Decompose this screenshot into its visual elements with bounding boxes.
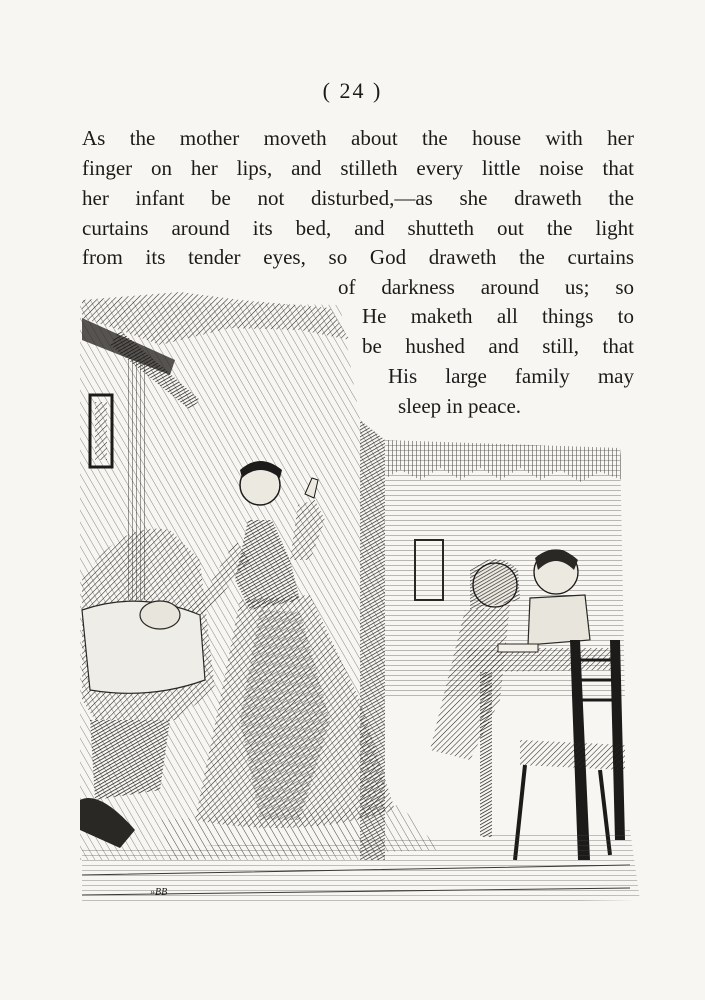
engraver-signature: »BB [150, 887, 168, 898]
text-line: sleep in peace. [398, 394, 522, 418]
table-leg [480, 672, 492, 837]
text-line: finger on her lips, and stilleth every little noise that [82, 156, 634, 180]
sleeping-infant [140, 601, 180, 629]
text-line: He maketh all things to [362, 304, 634, 328]
text-line: curtains around its bed, and shutteth out the light [82, 216, 634, 240]
open-book [498, 644, 538, 652]
boy-shirt [528, 595, 590, 645]
text-line: from its tender eyes, so God draweth the curtains [82, 245, 634, 269]
text-line: As the mother moveth about the house with her [82, 126, 634, 150]
page-number: ( 24 ) [322, 78, 383, 103]
chair-seat [520, 740, 625, 770]
text-line: of darkness around us; so [338, 275, 634, 299]
text-line: her infant be not disturbed,—as she draweth the [82, 186, 634, 210]
text-line: His large family may [388, 364, 634, 388]
bed-curtain-valance [385, 440, 622, 482]
text-line: be hushed and still, that [362, 334, 634, 358]
